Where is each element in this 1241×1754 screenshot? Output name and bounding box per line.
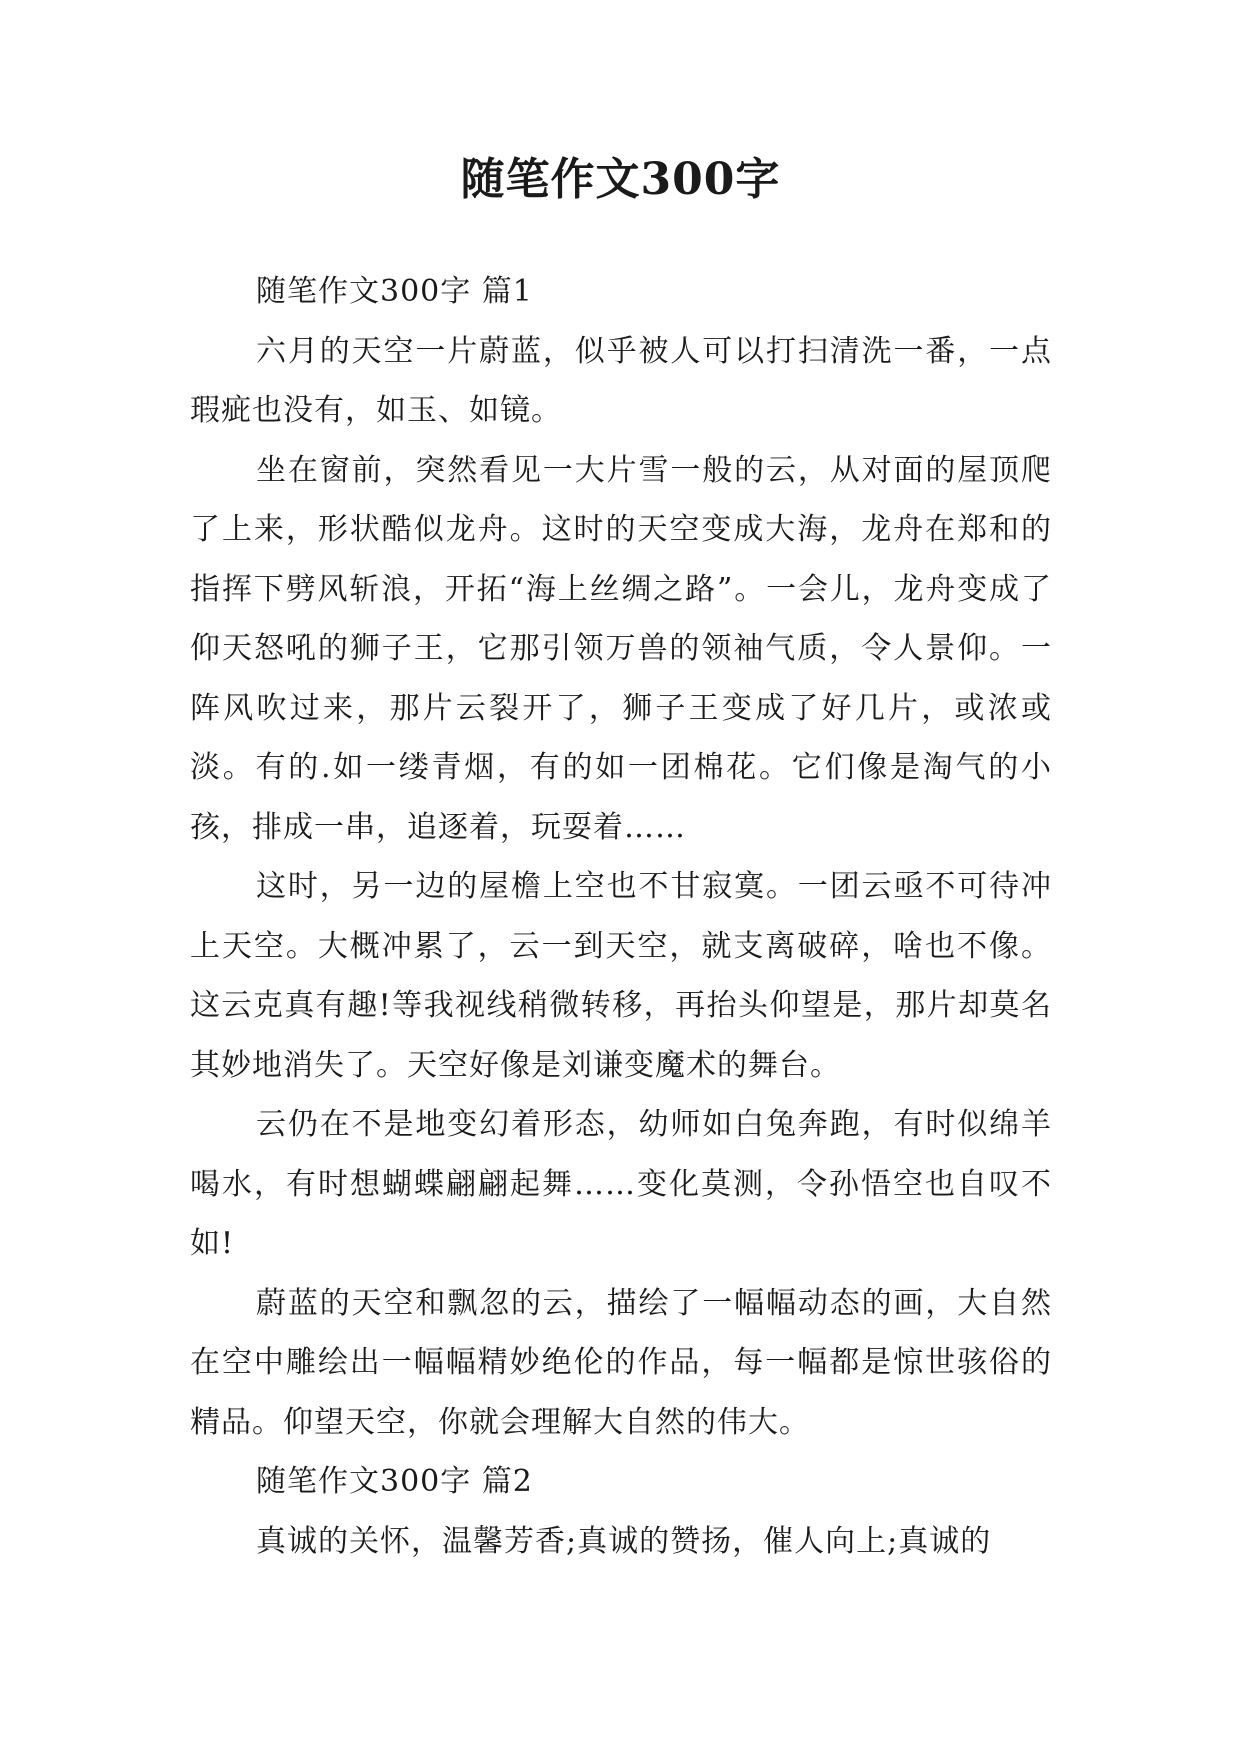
document-title: 随笔作文300字 bbox=[460, 154, 781, 205]
paragraph: 真诚的关怀，温馨芳香;真诚的赞扬，催人向上;真诚的 bbox=[256, 1523, 992, 1559]
paragraph: 这时，另一边的屋檐上空也不甘寂寞。一团云亟不可待冲上天空。大概冲累了，云一到天空，就支离破碎，啥也不像。这云克真有趣!等我视线稍微转移，再抬头仰望是，那片却莫名其妙地消失了。天空好像是刘谦变魔术的舞台。 bbox=[190, 869, 1052, 1083]
paragraph: 六月的天空一片蔚蓝，似乎被人可以打扫清洗一番，一点瑕疵也没有，如玉、如镜。 bbox=[190, 333, 1052, 428]
section-heading-2: 随笔作文300字 篇2 bbox=[256, 1464, 533, 1499]
document-body bbox=[190, 262, 1052, 1571]
paragraph: 坐在窗前，突然看见一大片雪一般的云，从对面的屋顶爬了上来，形状酷似龙舟。这时的天空变成大海，龙舟在郑和的指挥下劈风斩浪，开拓“海上丝绸之路”。一会儿，龙舟变成了仰天怒吼的狮子王，它那引领万兽的领袖气质，令人景仰。一阵风吹过来，那片云裂开了，狮子王变成了好几片，或浓或淡。有的.如一缕青烟，有的如一团棉花。它们像是淘气的小孩，排成一串，追逐着，玩耍着…… bbox=[190, 452, 1052, 845]
paragraph: 云仍在不是地变幻着形态，幼师如白兔奔跑，有时似绵羊喝水，有时想蝴蝶翩翩起舞……变化莫测，令孙悟空也自叹不如! bbox=[190, 1107, 1052, 1261]
section-heading-1: 随笔作文300字 篇1 bbox=[256, 274, 533, 309]
paragraph: 蔚蓝的天空和飘忽的云，描绘了一幅幅动态的画，大自然在空中雕绘出一幅幅精妙绝伦的作品，每一幅都是惊世骇俗的精品。仰望天空，你就会理解大自然的伟大。 bbox=[190, 1285, 1052, 1440]
